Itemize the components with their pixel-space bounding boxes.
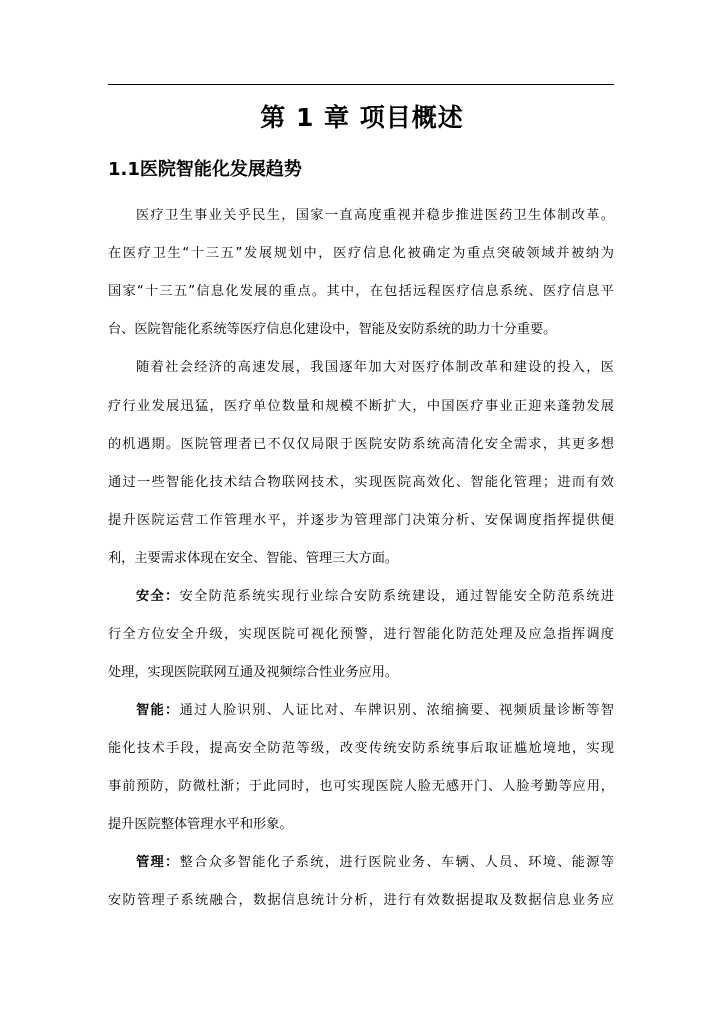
paragraph-intelligence-line-2: 能化技术手段，提高安全防范等级，改变传统安防系统事后取证尴尬境地，实现 [108,741,614,756]
intelligence-first-line: 通过人脸识别、人证比对、车牌识别、浓缩摘要、视频质量诊断等智 [179,703,614,718]
intelligence-label: 智能： [136,703,180,718]
paragraph-2-line-2: 疗行业发展迅猛，医疗单位数量和规模不断扩大，中国医疗事业正迎来蓬勃发展 [108,399,614,414]
paragraph-2-line-5: 提升医院运营工作管理水平，并逐步为管理部门决策分析、安保调度指挥提供便 [108,513,614,528]
management-first-line: 整合众多智能化子系统，进行医院业务、车辆、人员、环境、能源等 [179,855,614,870]
safety-first-line: 安全防范系统实现行业综合安防系统建设，通过智能安全防范系统进 [179,589,614,604]
paragraph-2-line-6: 利，主要需求体现在安全、智能、管理三大方面。 [108,551,399,566]
paragraph-management-line-1 [136,853,614,873]
paragraph-intelligence-line-1 [136,701,614,721]
paragraph-management-line-2: 安防管理子系统融合，数据信息统计分析，进行有效数据提取及数据信息业务应 [108,893,614,908]
paragraph-1-line-3: 国家“十三五”信息化发展的重点。其中，在包括远程医疗信息系统、医疗信息平 [108,284,614,299]
paragraph-intelligence-line-3: 事前预防，防微杜渐；于此同时，也可实现医院人脸无感开门、人脸考勤等应用， [108,779,614,794]
paragraph-intelligence-line-4: 提升医院整体管理水平和形象。 [108,817,293,832]
paragraph-2-line-1: 随着社会经济的高速发展，我国逐年加大对医疗体制改革和建设的投入，医 [136,360,614,375]
paragraph-safety-line-2: 行全方位安全升级，实现医院可视化预警，进行智能化防范处理及应急指挥调度 [108,627,614,642]
header-rule [108,84,614,85]
paragraph-2-line-3: 的机遇期。医院管理者已不仅仅局限于医院安防系统高清化安全需求，其更多想 [108,437,614,452]
safety-label: 安全： [136,589,180,604]
section-title: 1.1医院智能化发展趋势 [108,159,302,180]
chapter-title: 第 1 章 项目概述 [260,103,464,132]
paragraph-1-line-2: 在医疗卫生“十三五”发展规划中，医疗信息化被确定为重点突破领域并被纳为 [108,246,614,261]
paragraph-1-line-1: 医疗卫生事业关乎民生，国家一直高度重视并稳步推进医药卫生体制改革。 [136,208,614,223]
paragraph-1-line-4: 台、医院智能化系统等医疗信息化建设中，智能及安防系统的助力十分重要。 [108,322,557,337]
paragraph-safety-line-1 [136,587,614,607]
paragraph-safety-line-3: 处理，实现医院联网互通及视频综合性业务应用。 [108,665,399,680]
management-label: 管理： [136,855,180,870]
paragraph-2-line-4: 通过一些智能化技术结合物联网技术，实现医院高效化、智能化管理；进而有效 [108,475,614,490]
